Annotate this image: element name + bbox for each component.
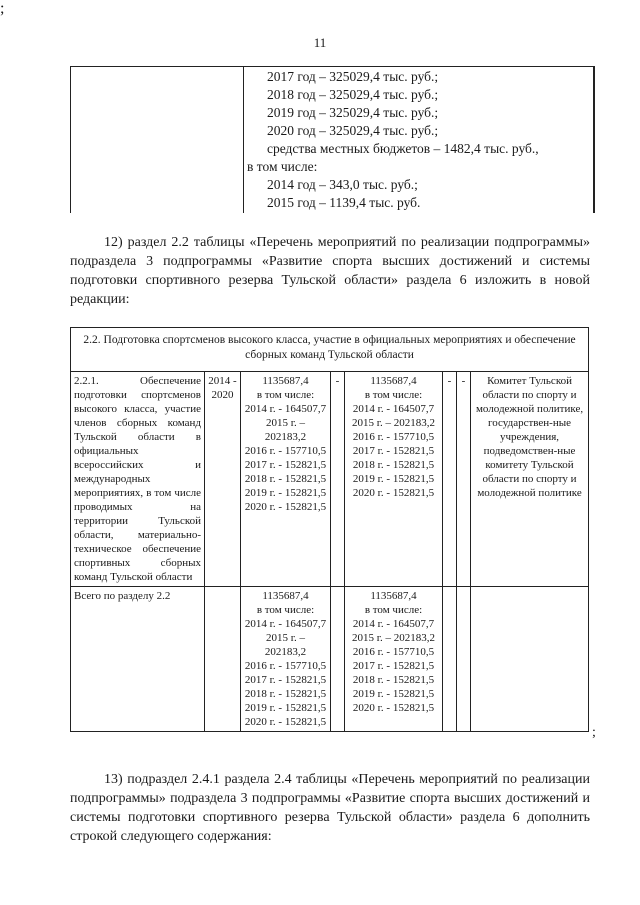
activity-name-cell <box>71 372 205 587</box>
amount-label: в том числе: <box>364 389 423 401</box>
previous-table-fragment <box>70 66 595 213</box>
fragment-end-mark: ; <box>0 0 5 17</box>
fragment-line: 2015 год – 1139,4 тыс. руб. <box>267 195 421 210</box>
amount-total: 1135687,4 <box>370 375 417 387</box>
amount-year: 2018 г. - 152821,5 <box>244 688 327 700</box>
amount-year: 2015 г. – 202183,2 <box>351 632 436 644</box>
table-row <box>71 372 589 587</box>
section-header: 2.2. Подготовка спортсменов высокого класса, участие в официальных мероприятиях и обеспечение сборных команд Тульской области <box>71 328 589 372</box>
amount-year: 2018 г. - 152821,5 <box>244 473 327 485</box>
amount-label: в том числе: <box>256 604 315 616</box>
empty-cell <box>471 587 589 732</box>
total-label-cell: Всего по разделу 2.2 <box>71 587 205 732</box>
total-amount-cell <box>241 587 331 732</box>
other-sources-cell: - <box>457 372 471 587</box>
executor-cell: Комитет Тульской области по спорту и молодежной политике, государствен-ные учреждения, подведомствен-ные комитету Тульской области по спорту и молодежной политике <box>471 372 589 587</box>
amount-total: 1135687,4 <box>262 590 309 602</box>
amount-year: 2016 г. - 157710,5 <box>244 660 327 672</box>
empty-cell <box>205 587 241 732</box>
fragment-line: средства местных бюджетов – 1482,4 тыс. руб., <box>267 141 539 156</box>
page-number: 11 <box>313 35 327 50</box>
amount-year: 2020 г. - 152821,5 <box>244 716 327 728</box>
table-end-mark: ; <box>592 725 596 740</box>
federal-budget-cell: - <box>331 372 345 587</box>
activity-code: 2.2.1. <box>74 375 99 387</box>
paragraph-13 <box>70 770 590 846</box>
amount-year: 2016 г. - 157710,5 <box>244 445 327 457</box>
total-amount-cell <box>241 372 331 587</box>
amount-year: 2019 г. - 152821,5 <box>352 473 435 485</box>
fragment-line: 2020 год – 325029,4 тыс. руб.; <box>267 123 439 138</box>
fragment-line: 2017 год – 325029,4 тыс. руб.; <box>267 69 439 84</box>
amount-year: 2014 г. - 164507,7 <box>352 618 435 630</box>
amount-year: 2014 г. - 164507,7 <box>244 618 327 630</box>
regional-budget-cell <box>345 587 443 732</box>
amount-year: 2018 г. - 152821,5 <box>352 674 435 686</box>
fragment-line: 2014 год – 343,0 тыс. руб.; <box>267 177 418 192</box>
amount-year: 2019 г. - 152821,5 <box>352 688 435 700</box>
fragment-line: 2018 год – 325029,4 тыс. руб.; <box>267 87 439 102</box>
amount-year: 2016 г. - 157710,5 <box>352 646 435 658</box>
empty-cell <box>443 587 457 732</box>
amount-year: 2017 г. - 152821,5 <box>352 445 435 457</box>
amount-year: 2014 г. - 164507,7 <box>352 403 435 415</box>
amount-year: 2018 г. - 152821,5 <box>352 459 435 471</box>
activities-table <box>70 327 589 732</box>
period-cell: 2014 - 2020 <box>205 372 241 587</box>
paragraph-12 <box>70 233 590 309</box>
fragment-line: 2019 год – 325029,4 тыс. руб.; <box>267 105 439 120</box>
empty-cell <box>457 587 471 732</box>
table-header-row <box>71 328 589 372</box>
activity-name: Обеспечение подготовки спортсменов высокого класса, участие членов сборных команд Тульской области в официальных всероссийских и международных мероприятиях, в том числе проводимых на территории Тульской области, материально-техническое обеспечение спортивных сборных команд Тульской области <box>74 375 201 583</box>
amount-label: в том числе: <box>256 389 315 401</box>
fragment-left-border <box>243 67 244 213</box>
amount-year: 2014 г. - 164507,7 <box>244 403 327 415</box>
amount-year: 2015 г. – 202183,2 <box>351 417 436 429</box>
fragment-right-border <box>593 67 594 213</box>
local-budget-cell: - <box>443 372 457 587</box>
amount-year: 2020 г. - 152821,5 <box>244 501 327 513</box>
amount-year: 2017 г. - 152821,5 <box>244 674 327 686</box>
empty-cell <box>331 587 345 732</box>
amount-year: 2015 г. – 202183,2 <box>264 632 307 658</box>
amount-total: 1135687,4 <box>262 375 309 387</box>
table-total-row <box>71 587 589 732</box>
amount-year: 2017 г. - 152821,5 <box>244 459 327 471</box>
paragraph-13-text: 13) подраздел 2.4.1 раздела 2.4 таблицы «Перечень мероприятий по реализации подпрограммы» подраздела 3 подпрограммы «Развитие спорта высших достижений и системы подготовки спортивного резерва Тульской области» раздела 6 дополнить строкой следующего содержания: <box>70 772 590 844</box>
paragraph-12-text: 12) раздел 2.2 таблицы «Перечень мероприятий по реализации подпрограммы» подраздела 3 подпрограммы «Развитие спорта высших достижений и системы подготовки спортивного резерва Тульской области» раздела 6 изложить в новой редакции: <box>70 235 590 307</box>
amount-year: 2020 г. - 152821,5 <box>352 702 435 714</box>
amount-year: 2017 г. - 152821,5 <box>352 660 435 672</box>
amount-year: 2019 г. - 152821,5 <box>244 702 327 714</box>
amount-year: 2019 г. - 152821,5 <box>244 487 327 499</box>
fragment-line: в том числе: <box>247 159 318 174</box>
amount-total: 1135687,4 <box>370 590 417 602</box>
amount-label: в том числе: <box>364 604 423 616</box>
amount-year: 2020 г. - 152821,5 <box>352 487 435 499</box>
amount-year: 2015 г. – 202183,2 <box>264 417 307 443</box>
amount-year: 2016 г. - 157710,5 <box>352 431 435 443</box>
regional-budget-cell <box>345 372 443 587</box>
